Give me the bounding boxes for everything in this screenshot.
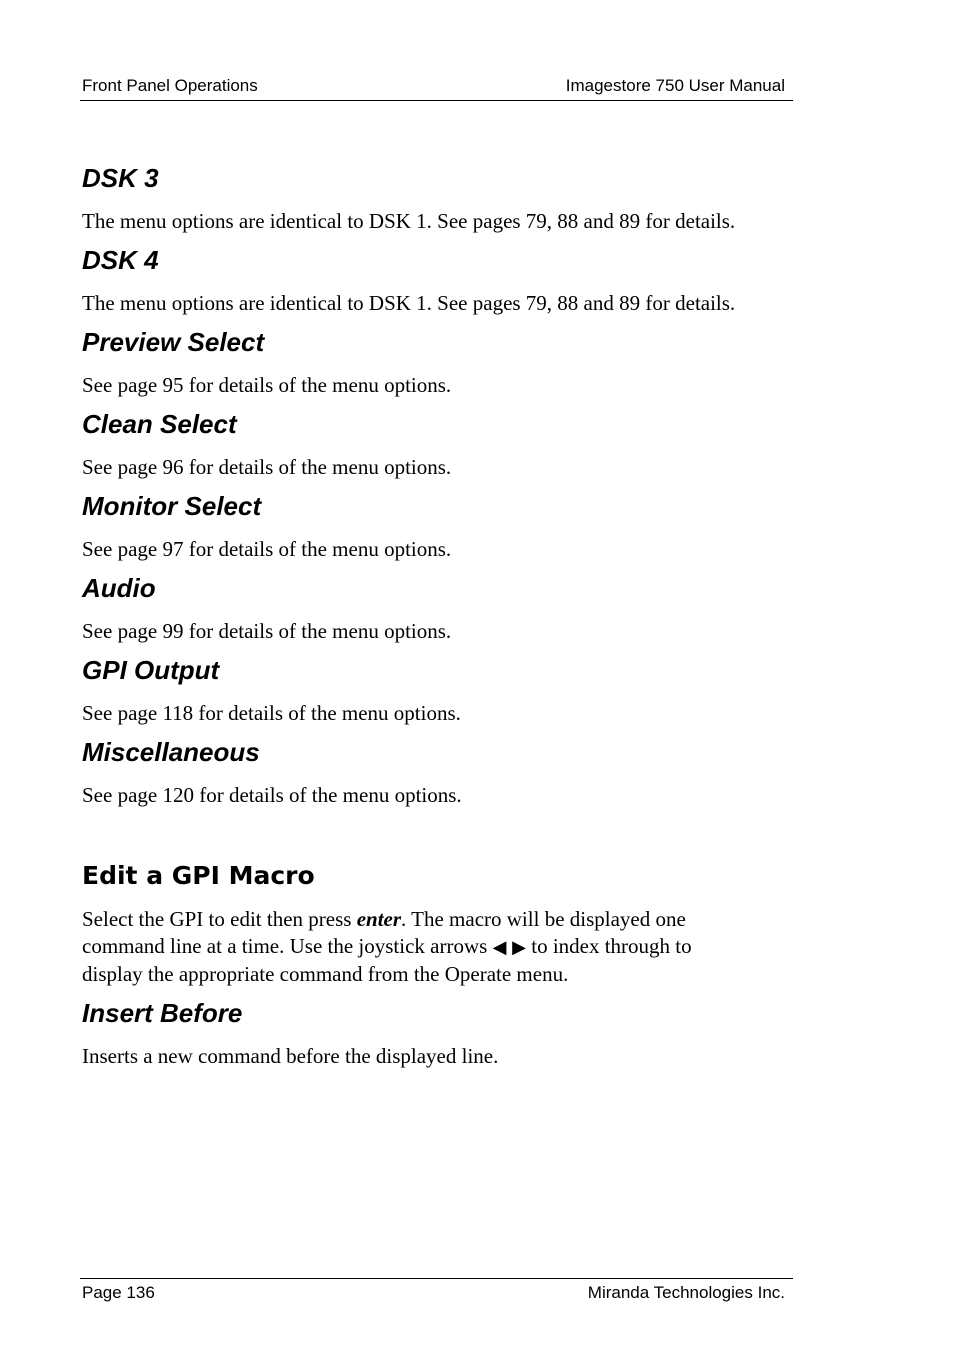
joystick-arrows-icon: ◀ ▶: [492, 937, 526, 958]
section-text-gpi-output: See page 118 for details of the menu options.: [82, 701, 461, 725]
section-text-preview-select: See page 95 for details of the menu options.: [82, 373, 452, 397]
header-section-title: Front Panel Operations: [82, 76, 258, 95]
section-text-dsk3: The menu options are identical to DSK 1. See pages 79, 88 and 89 for details.: [82, 209, 736, 233]
macro-heading: Edit a GPI Macro: [82, 861, 315, 890]
page-header: [80, 76, 793, 101]
macro-paragraph: [82, 906, 802, 988]
section-text-monitor-select: See page 97 for details of the menu options.: [82, 537, 452, 561]
section-title-insert-before: Insert Before: [82, 998, 243, 1028]
section-title-miscellaneous: Miscellaneous: [82, 737, 260, 767]
footer-company: Miranda Technologies Inc.: [587, 1283, 785, 1302]
section-text-dsk4: The menu options are identical to DSK 1. See pages 79, 88 and 89 for details.: [82, 291, 736, 315]
page-content: [82, 160, 802, 1077]
macro-text-1: Select the GPI to edit then press: [82, 907, 357, 931]
section-text-clean-select: See page 96 for details of the menu options.: [82, 455, 452, 479]
section-title-preview-select: Preview Select: [82, 327, 265, 357]
enter-key-label: enter: [356, 907, 402, 931]
section-title-dsk3: DSK 3: [82, 163, 159, 193]
macro-text-2-rest: to index through to: [525, 934, 692, 958]
section-title-dsk4: DSK 4: [82, 245, 159, 275]
section-title-monitor-select: Monitor Select: [82, 491, 262, 521]
macro-text-1-rest: . The macro will be displayed one: [401, 907, 686, 931]
section-text-insert-before: Inserts a new command before the displayed line.: [82, 1044, 499, 1068]
page-footer: [80, 1278, 793, 1308]
section-title-audio: Audio: [82, 573, 156, 603]
section-title-clean-select: Clean Select: [82, 409, 237, 439]
header-manual-title: Imagestore 750 User Manual: [565, 76, 785, 95]
section-text-miscellaneous: See page 120 for details of the menu options.: [82, 783, 462, 807]
macro-text-3: display the appropriate command from the Operate menu.: [82, 962, 569, 986]
macro-text-2: command line at a time. Use the joystick arrows: [82, 934, 493, 958]
section-text-audio: See page 99 for details of the menu options.: [82, 619, 452, 643]
section-title-gpi-output: GPI Output: [82, 655, 220, 685]
page-number: Page 136: [82, 1283, 155, 1302]
